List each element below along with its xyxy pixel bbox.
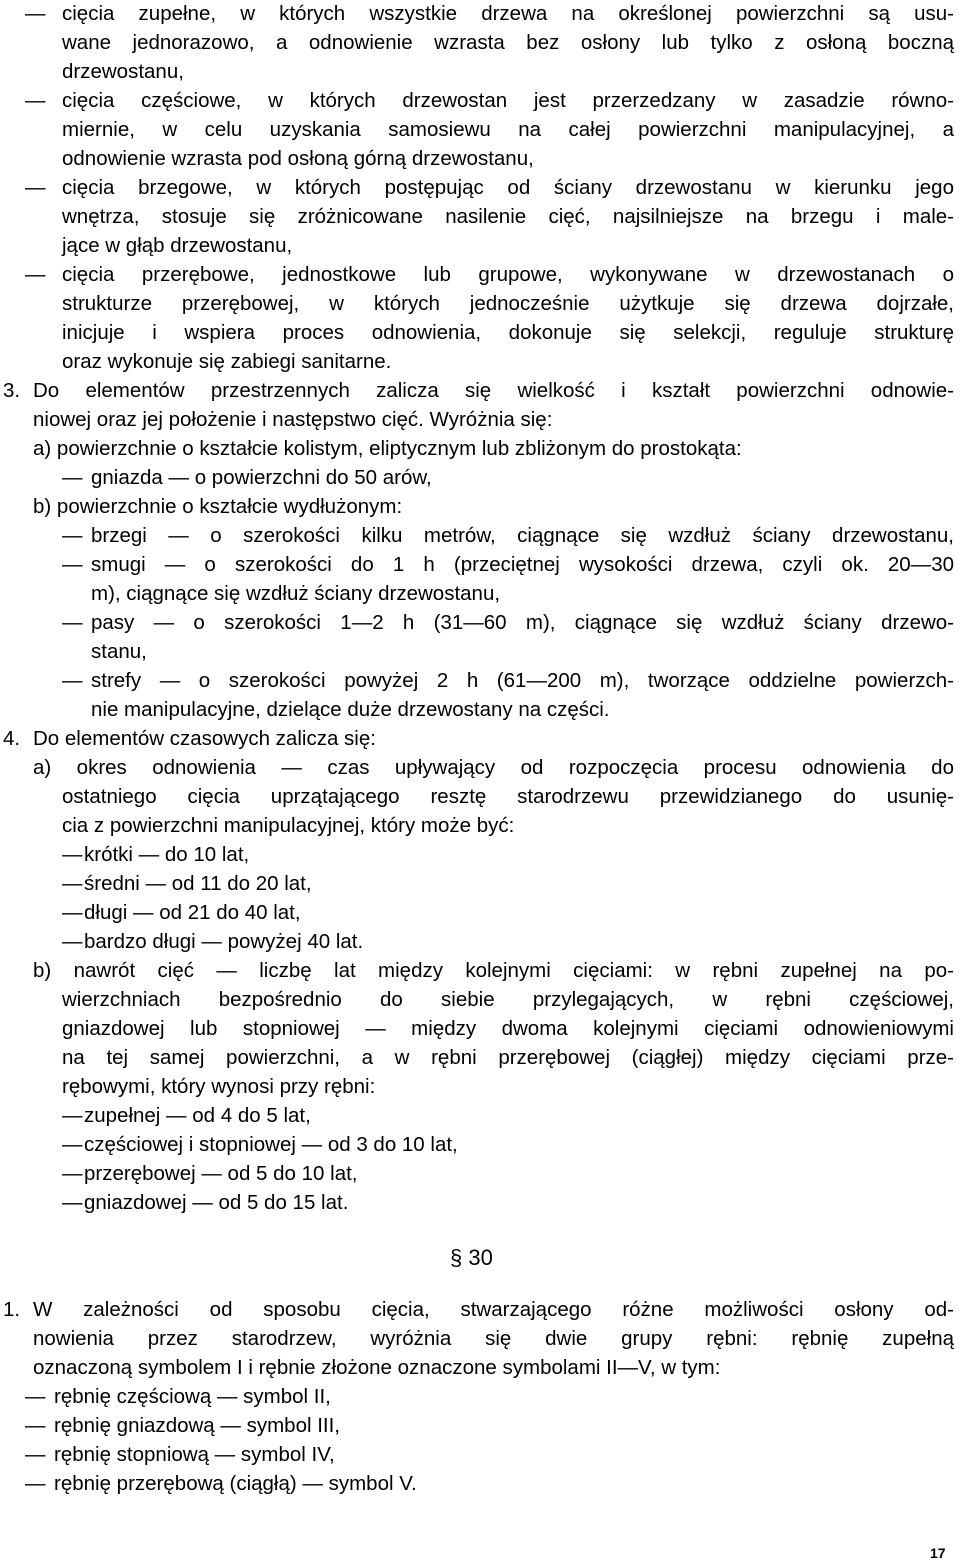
list-number: 3. (3, 379, 21, 402)
list-dash: — (25, 2, 46, 25)
text-line: przerębowej — od 5 do 10 lat, (84, 1162, 358, 1185)
text-line: m), ciągnące się wzdłuż ściany drzewostanu, (91, 582, 501, 605)
list-dash: — (62, 611, 83, 634)
text-line: gniazdowej — od 5 do 15 lat. (84, 1191, 349, 1214)
list-dash: — (62, 524, 83, 547)
list-dash: — (62, 553, 83, 576)
text-line: ostatniego cięcia uprzątającego resztę starodrzewu przewidzianego do usunię- (62, 785, 954, 808)
text-line: b) nawrót cięć — liczbę lat między kolejnymi cięciami: w rębni zupełnej na po- (33, 959, 954, 982)
list-dash: — (25, 1385, 46, 1408)
list-number: 4. (3, 727, 21, 750)
list-dash: — (25, 1414, 46, 1437)
list-dash: — (62, 843, 83, 866)
section-heading: § 30 (450, 1245, 493, 1270)
text-line: a) okres odnowienia — czas upływający od rozpoczęcia procesu odnowienia do (33, 756, 954, 779)
text-line: cięcia przerębowe, jednostkowe lub grupowe, wykonywane w drzewostanach o (62, 263, 954, 286)
list-dash: — (62, 901, 83, 924)
text-line: zupełnej — od 4 do 5 lat, (84, 1104, 311, 1127)
text-line: cia z powierzchni manipulacyjnej, który może być: (62, 814, 515, 837)
list-dash: — (25, 263, 46, 286)
text-line: oraz wykonuje się zabiegi sanitarne. (62, 350, 392, 373)
text-line: pasy — o szerokości 1—2 h (31—60 m), ciągnące się wzdłuż ściany drzewo- (91, 611, 954, 634)
list-dash: — (25, 1472, 46, 1495)
text-line: strukturze przerębowej, w których jednocześnie użytkuje się drzewa dojrzałe, (62, 292, 954, 315)
text-line: Do elementów czasowych zalicza się: (33, 727, 376, 750)
list-dash: — (62, 872, 83, 895)
text-line: gniazdowej lub stopniowej — między dwoma kolejnymi cięciami odnowieniowymi (62, 1017, 954, 1040)
text-line: inicjuje i wspiera proces odnowienia, dokonuje się selekcji, reguluje strukturę (62, 321, 954, 344)
text-line: W zależności od sposobu cięcia, stwarzającego różne możliwości osłony od- (33, 1298, 954, 1321)
text-line: wane jednorazowo, a odnowienie wzrasta bez osłony lub tylko z osłoną boczną (62, 31, 954, 54)
text-line: miernie, w celu uzyskania samosiewu na całej powierzchni manipulacyjnej, a (62, 118, 954, 141)
list-dash: — (62, 669, 83, 692)
text-line: rębnię stopniową — symbol IV, (54, 1443, 335, 1466)
text-line: a) powierzchnie o kształcie kolistym, eliptycznym lub zbliżonym do prostokąta: (33, 437, 742, 460)
page-number: 17 (930, 1545, 946, 1561)
list-dash: — (62, 1162, 83, 1185)
list-dash: — (62, 466, 83, 489)
text-line: długi — od 21 do 40 lat, (84, 901, 301, 924)
text-line: wierzchniach bezpośrednio do siebie przylegających, w rębni częściowej, (62, 988, 954, 1011)
text-line: odnowienie wzrasta pod osłoną górną drzewostanu, (62, 147, 534, 170)
text-line: smugi — o szerokości do 1 h (przeciętnej wysokości drzewa, czyli ok. 20—30 (91, 553, 954, 576)
text-line: cięcia brzegowe, w których postępując od ściany drzewostanu w kierunku jego (62, 176, 954, 199)
text-line: cięcia zupełne, w których wszystkie drzewa na określonej powierzchni są usu- (62, 2, 954, 25)
text-line: rębnię gniazdową — symbol III, (54, 1414, 340, 1437)
text-line: oznaczoną symbolem I i rębnie złożone oznaczone symbolami II—V, w tym: (33, 1356, 721, 1379)
text-line: rębnię częściową — symbol II, (54, 1385, 331, 1408)
text-line: wnętrza, stosuje się zróżnicowane nasilenie cięć, najsilniejsze na brzegu i male- (62, 205, 954, 228)
list-dash: — (62, 1191, 83, 1214)
text-line: rębowymi, który wynosi przy rębni: (62, 1075, 376, 1098)
text-line: bardzo długi — powyżej 40 lat. (84, 930, 364, 953)
text-line: na tej samej powierzchni, a w rębni przerębowej (ciągłej) między cięciami prze- (62, 1046, 954, 1069)
list-number: 1. (3, 1298, 21, 1321)
text-line: drzewostanu, (62, 60, 184, 83)
text-line: gniazda — o powierzchni do 50 arów, (91, 466, 432, 489)
text-line: brzegi — o szerokości kilku metrów, ciągnące się wzdłuż ściany drzewostanu, (91, 524, 954, 547)
text-line: b) powierzchnie o kształcie wydłużonym: (33, 495, 403, 518)
list-dash: — (62, 1133, 83, 1156)
list-dash: — (62, 930, 83, 953)
text-line: jące w głąb drzewostanu, (62, 234, 293, 257)
list-dash: — (25, 1443, 46, 1466)
text-line: niowej oraz jej położenie i następstwo cięć. Wyróżnia się: (33, 408, 553, 431)
text-line: stanu, (91, 640, 147, 663)
text-line: nowienia przez starodrzew, wyróżnia się dwie grupy rębni: rębnię zupełną (33, 1327, 954, 1350)
text-line: nie manipulacyjne, dzielące duże drzewostany na części. (91, 698, 610, 721)
text-line: strefy — o szerokości powyżej 2 h (61—200 m), tworzące oddzielne powierzch- (91, 669, 954, 692)
text-line: Do elementów przestrzennych zalicza się wielkość i kształt powierzchni odnowie- (33, 379, 954, 402)
list-dash: — (25, 89, 46, 112)
text-line: średni — od 11 do 20 lat, (84, 872, 312, 895)
text-line: częściowej i stopniowej — od 3 do 10 lat, (84, 1133, 458, 1156)
list-dash: — (25, 176, 46, 199)
list-dash: — (62, 1104, 83, 1127)
text-line: rębnię przerębową (ciągłą) — symbol V. (54, 1472, 417, 1495)
text-line: cięcia częściowe, w których drzewostan jest przerzedzany w zasadzie równo- (62, 89, 954, 112)
text-line: krótki — do 10 lat, (84, 843, 250, 866)
